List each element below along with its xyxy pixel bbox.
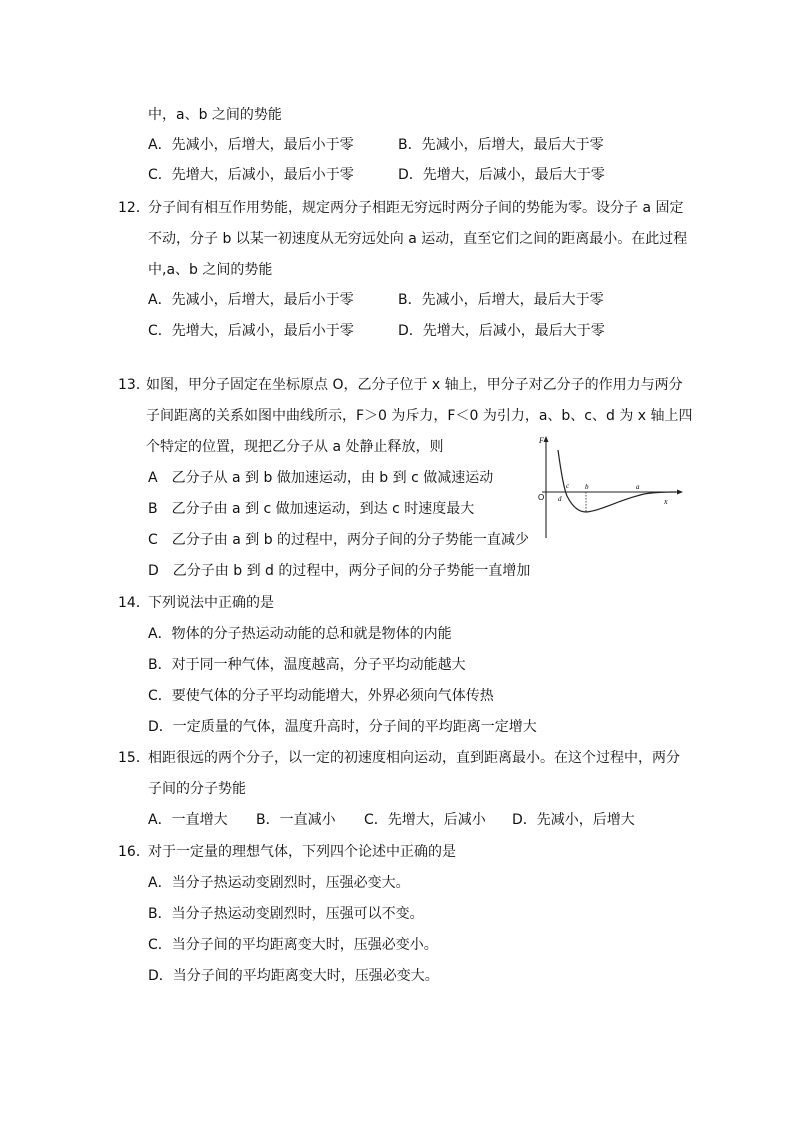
q11-option-d: D．先增大，后减小，最后大于零 (398, 167, 605, 183)
q12-option-c: C．先增大，后减小，最后小于零 (148, 323, 354, 339)
graph-point-a: a (636, 483, 640, 491)
q15-stem-line2: 子间的分子势能 (148, 781, 246, 797)
q14-stem: 下列说法中正确的是 (148, 595, 274, 611)
graph-y-axis-arrow (544, 436, 549, 442)
graph-y-label: F (539, 436, 544, 445)
q13-option-a: A 乙分子从 a 到 b 做加速运动，由 b 到 c 做减速运动 (148, 470, 494, 486)
q13-option-b: B 乙分子由 a 到 c 做加速运动，到达 c 时速度最大 (148, 501, 475, 517)
q11-option-c: C．先增大，后减小，最后小于零 (148, 167, 354, 183)
q12-stem-line3: 中,a、b 之间的势能 (148, 262, 273, 278)
q15-option-a: A．一直增大 (148, 812, 228, 828)
q12-stem-line1: 分子间有相互作用势能，规定两分子相距无穷远时两分子间的势能为零。设分子 a 固定 (148, 200, 684, 216)
graph-point-d: d (558, 495, 562, 503)
q12-stem-line2: 不动，分子 b 以某一初速度从无穷远处向 a 运动，直至它们之间的距离最小。在此过程 (148, 231, 688, 247)
q15-option-c: C．先增大，后减小 (364, 812, 486, 828)
graph-x-axis-arrow (677, 490, 683, 495)
q14-option-a: A．物体的分子热运动动能的总和就是物体的内能 (148, 626, 452, 642)
q15-number: 15． (118, 750, 150, 766)
q15-option-b: B．一直减小 (256, 812, 336, 828)
q16-option-d: D．当分子间的平均距离变大时，压强必变大。 (148, 968, 439, 984)
q13-option-c: C 乙分子由 a 到 b 的过程中，两分子间的分子势能一直减少 (148, 532, 530, 548)
force-curve (558, 450, 676, 512)
q13-option-d: D 乙分子由 b 到 d 的过程中，两分子间的分子势能一直增加 (148, 563, 531, 579)
q16-option-b: B．当分子热运动变剧烈时，压强可以不变。 (148, 906, 424, 922)
q12-option-d: D．先增大，后减小，最后大于零 (398, 323, 605, 339)
q12-option-b: B．先减小，后增大，最后大于零 (398, 292, 604, 308)
graph-x-label: x (664, 497, 668, 506)
q11-option-b: B．先减小，后增大，最后大于零 (398, 137, 604, 153)
q14-number: 14． (118, 595, 150, 611)
q16-stem: 对于一定量的理想气体，下列四个论述中正确的是 (148, 844, 456, 860)
q14-option-c: C．要使气体的分子平均动能增大，外界必须向气体传热 (148, 688, 494, 704)
q15-option-d: D．先减小，后增大 (512, 812, 635, 828)
q13-number: 13． (118, 377, 150, 393)
q15-stem-line1: 相距很远的两个分子，以一定的初速度相向运动，直到距离最小。在这个过程中，两分 (148, 750, 680, 766)
q16-option-a: A．当分子热运动变剧烈时，压强必变大。 (148, 875, 410, 891)
force-distance-graph (534, 434, 684, 542)
q13-stem-line2: 子间距离的关系如图中曲线所示，F＞0 为斥力，F＜0 为引力，a、b、c、d 为 x 轴上四 (146, 408, 693, 424)
q11-option-a: A．先减小，后增大，最后小于零 (148, 137, 354, 153)
q12-number: 12． (118, 200, 150, 216)
q12-option-a: A．先减小，后增大，最后小于零 (148, 292, 354, 308)
q16-option-c: C．当分子间的平均距离变大时，压强必变小。 (148, 937, 438, 953)
q13-stem-line1: 如图，甲分子固定在坐标原点 O，乙分子位于 x 轴上，甲分子对乙分子的作用力与两分 (146, 377, 683, 393)
graph-origin-label: O (538, 493, 545, 502)
graph-point-c: c (566, 482, 570, 490)
graph-point-b: b (585, 483, 589, 491)
q14-option-d: D．一定质量的气体，温度升高时，分子间的平均距离一定增大 (148, 719, 537, 735)
q16-number: 16． (118, 844, 150, 860)
q11-stem-continuation: 中，a、b 之间的势能 (148, 107, 282, 123)
q14-option-b: B．对于同一种气体，温度越高，分子平均动能越大 (148, 657, 466, 673)
q13-stem-line3: 个特定的位置，现把乙分子从 a 处静止释放，则 (146, 439, 444, 455)
